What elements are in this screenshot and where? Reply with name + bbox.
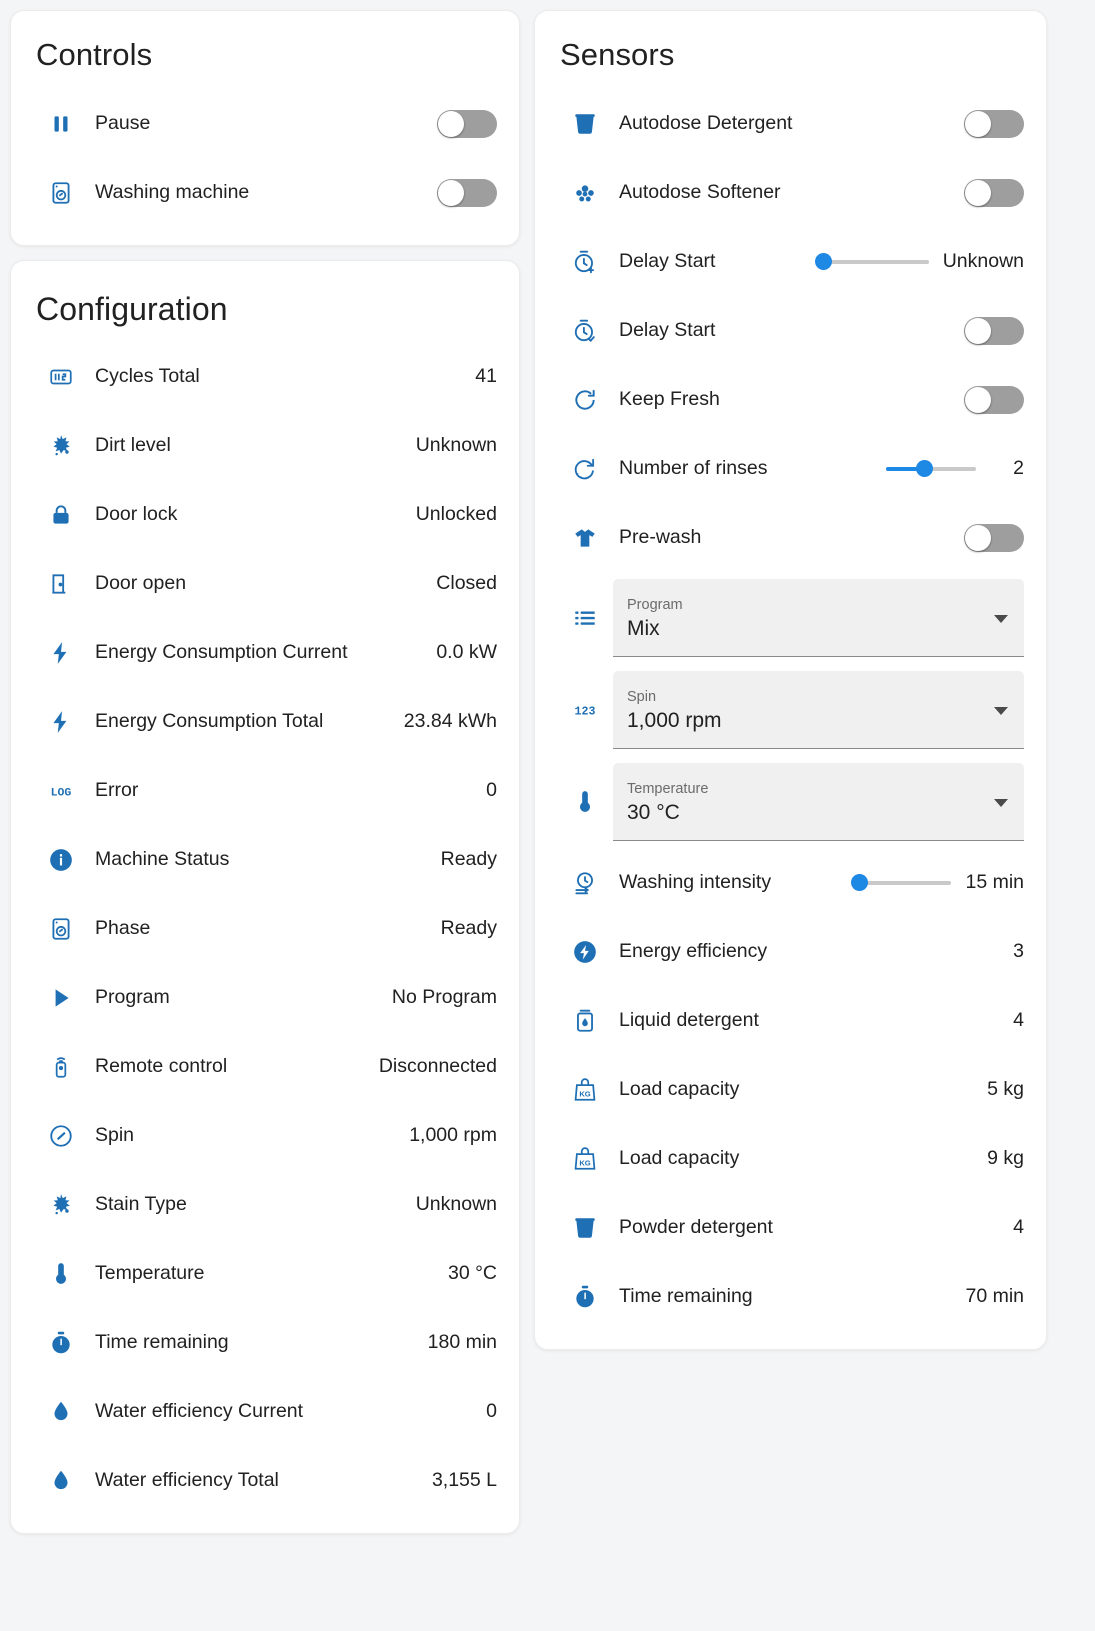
svg-text:KG: KG	[579, 1158, 591, 1167]
config-row-door-open	[33, 549, 497, 618]
config-row-energy-total	[33, 687, 497, 756]
config-label: Phase	[95, 917, 151, 939]
sensor-row-powder-detergent	[557, 1193, 1024, 1262]
slider-thumb[interactable]	[851, 874, 868, 891]
play-icon	[33, 985, 89, 1011]
sensor-label: Time remaining	[619, 1285, 753, 1307]
slider-value: Unknown	[942, 250, 1024, 272]
pause-toggle[interactable]	[437, 110, 497, 138]
sensor-row-delay-start-slider[interactable]	[557, 227, 1024, 296]
spin-select[interactable]	[613, 671, 1024, 749]
autodose-softener-toggle[interactable]	[964, 179, 1024, 207]
load-capacity-icon	[557, 1146, 613, 1172]
config-row-dirt-level	[33, 411, 497, 480]
config-value: Disconnected	[378, 1055, 497, 1077]
config-row-phase	[33, 894, 497, 963]
sensor-value: 3	[1013, 940, 1024, 962]
delay-start-toggle[interactable]	[964, 317, 1024, 345]
svg-text:KG: KG	[579, 1089, 591, 1098]
config-row-error	[33, 756, 497, 825]
control-row-washing-machine[interactable]	[33, 158, 497, 227]
program-select-value: Mix	[627, 616, 660, 640]
sensor-label: Number of rinses	[619, 457, 768, 479]
config-label: Door open	[95, 572, 187, 594]
temperature-select-value: 30 °C	[627, 800, 680, 824]
sensors-title: Sensors	[560, 37, 675, 72]
delay-start-slider[interactable]	[824, 250, 1024, 273]
sensor-row-load-capacity-5	[557, 1055, 1024, 1124]
water-drop-icon	[33, 1468, 89, 1494]
config-row-energy-current	[33, 618, 497, 687]
sensors-card	[534, 10, 1047, 1350]
liquid-detergent-icon	[557, 1008, 613, 1034]
chevron-down-icon[interactable]	[994, 615, 1008, 623]
number-of-rinses-slider[interactable]	[886, 457, 1024, 480]
config-label: Water efficiency Current	[95, 1400, 304, 1422]
sensor-row-load-capacity-9	[557, 1124, 1024, 1193]
config-value: 3,155 L	[431, 1469, 497, 1491]
temperature-select-label: Temperature	[627, 780, 709, 797]
config-label: Spin	[95, 1124, 135, 1146]
config-value: 0	[486, 1400, 497, 1422]
flash-icon	[33, 640, 89, 666]
toggle-knob	[965, 180, 991, 206]
slider-track[interactable]	[859, 881, 951, 885]
sensor-row-energy-efficiency	[557, 917, 1024, 986]
numbers-icon	[557, 697, 613, 723]
sensor-row-temperature-select[interactable]	[557, 756, 1024, 848]
intensity-clock-icon	[557, 870, 613, 896]
config-label: Water efficiency Total	[95, 1469, 279, 1491]
door-icon	[33, 571, 89, 597]
dirt-icon	[33, 433, 89, 459]
info-icon	[33, 847, 89, 873]
toggle-knob	[965, 111, 991, 137]
config-row-remote-control	[33, 1032, 497, 1101]
config-label: Energy Consumption Total	[95, 710, 324, 732]
remote-icon	[33, 1054, 89, 1080]
config-label: Door lock	[95, 503, 178, 525]
config-value: No Program	[391, 986, 497, 1008]
thermometer-icon	[557, 789, 613, 815]
config-value: Closed	[436, 572, 497, 594]
thermometer-icon	[33, 1261, 89, 1287]
slider-track[interactable]	[824, 260, 929, 264]
right-column	[534, 10, 1047, 1350]
dashboard-columns	[10, 10, 1085, 1534]
sensor-value: 70 min	[965, 1285, 1024, 1307]
prewash-shirt-icon	[557, 525, 613, 551]
timer-icon	[33, 1330, 89, 1356]
log-icon	[33, 778, 89, 804]
controls-card	[10, 10, 520, 246]
pre-wash-toggle[interactable]	[964, 524, 1024, 552]
config-label: Stain Type	[95, 1193, 187, 1215]
sensor-row-keep-fresh[interactable]	[557, 365, 1024, 434]
sensor-label: Pre-wash	[619, 526, 702, 548]
svg-text:123: 123	[574, 705, 596, 719]
sensor-row-program-select[interactable]	[557, 572, 1024, 664]
config-label: Dirt level	[95, 434, 171, 456]
sensor-row-autodose-softener[interactable]	[557, 158, 1024, 227]
sensor-label: Powder detergent	[619, 1216, 773, 1238]
configuration-card	[10, 260, 520, 1534]
sensor-label: Load capacity	[619, 1078, 740, 1100]
spin-icon	[33, 1123, 89, 1149]
config-value: Ready	[440, 848, 497, 870]
sensor-value: 4	[1013, 1216, 1024, 1238]
sensor-label: Liquid detergent	[619, 1009, 759, 1031]
sensor-row-time-remaining	[557, 1262, 1024, 1331]
config-value: 30 °C	[448, 1262, 497, 1284]
config-label: Time remaining	[95, 1331, 229, 1353]
washing-machine-icon	[33, 916, 89, 942]
keep-fresh-toggle[interactable]	[964, 386, 1024, 414]
config-label: Cycles Total	[95, 365, 200, 387]
sensor-label: Keep Fresh	[619, 388, 720, 410]
config-label: Energy Consumption Current	[95, 641, 348, 663]
energy-efficiency-icon	[557, 939, 613, 965]
config-value: Ready	[440, 917, 497, 939]
chevron-down-icon[interactable]	[994, 707, 1008, 715]
water-drop-icon	[33, 1399, 89, 1425]
config-row-program	[33, 963, 497, 1032]
config-label: Program	[95, 986, 170, 1008]
config-label: Error	[95, 779, 139, 801]
rinse-icon	[557, 456, 613, 482]
sensor-label: Delay Start	[619, 250, 716, 272]
sensor-label: Autodose Softener	[619, 181, 781, 203]
config-row-machine-status	[33, 825, 497, 894]
config-value: 0.0 kW	[436, 641, 497, 663]
chevron-down-icon[interactable]	[994, 799, 1008, 807]
control-label: Washing machine	[95, 181, 250, 203]
sensor-value: 4	[1013, 1009, 1024, 1031]
sensor-row-liquid-detergent	[557, 986, 1024, 1055]
delay-start-add-icon	[557, 249, 613, 275]
temperature-select[interactable]	[613, 763, 1024, 841]
sensor-row-spin-select[interactable]	[557, 664, 1024, 756]
controls-title: Controls	[36, 37, 153, 72]
config-value: 1,000 rpm	[409, 1124, 497, 1146]
pause-icon	[33, 111, 89, 137]
sensor-row-pre-wash[interactable]	[557, 503, 1024, 572]
timer-icon	[557, 1284, 613, 1310]
spin-select-label: Spin	[627, 688, 657, 705]
powder-detergent-icon	[557, 1215, 613, 1241]
list-icon	[557, 605, 613, 631]
config-row-cycles-total	[33, 342, 497, 411]
slider-thumb[interactable]	[916, 460, 933, 477]
washing-intensity-slider[interactable]	[859, 871, 1024, 894]
config-label: Machine Status	[95, 848, 230, 870]
config-value: Unlocked	[415, 503, 497, 525]
stain-icon	[33, 1192, 89, 1218]
sensor-label: Washing intensity	[619, 871, 772, 893]
sensor-row-delay-start-toggle[interactable]	[557, 296, 1024, 365]
slider-track[interactable]	[886, 467, 976, 471]
config-value: 180 min	[427, 1331, 497, 1353]
toggle-knob	[438, 180, 464, 206]
sensor-value: 9 kg	[987, 1147, 1024, 1169]
keep-fresh-icon	[557, 387, 613, 413]
softener-icon	[557, 180, 613, 206]
toggle-knob	[965, 318, 991, 344]
program-select-label: Program	[627, 596, 683, 613]
spin-select-value: 1,000 rpm	[627, 708, 722, 732]
configuration-title: Configuration	[36, 291, 228, 327]
sensor-row-washing-intensity[interactable]	[557, 848, 1024, 917]
sensor-label: Load capacity	[619, 1147, 740, 1169]
detergent-cup-icon	[557, 111, 613, 137]
config-value: 23.84 kWh	[403, 710, 497, 732]
config-row-time-remaining	[33, 1308, 497, 1377]
load-capacity-icon	[557, 1077, 613, 1103]
config-value: 41	[475, 365, 497, 387]
control-label: Pause	[95, 112, 151, 134]
toggle-knob	[965, 525, 991, 551]
flash-icon	[33, 709, 89, 735]
lock-icon	[33, 502, 89, 528]
toggle-knob	[438, 111, 464, 137]
sensor-label: Delay Start	[619, 319, 716, 341]
config-row-temperature	[33, 1239, 497, 1308]
washing-machine-icon	[33, 180, 89, 206]
sensor-label: Energy efficiency	[619, 940, 768, 962]
config-value: Unknown	[415, 434, 497, 456]
left-column	[10, 10, 520, 1534]
control-row-pause[interactable]	[33, 89, 497, 158]
config-row-water-current	[33, 1377, 497, 1446]
svg-text:LOG: LOG	[50, 785, 72, 799]
sensor-label: Autodose Detergent	[619, 112, 793, 134]
config-value: Unknown	[415, 1193, 497, 1215]
config-row-water-total	[33, 1446, 497, 1515]
config-label: Remote control	[95, 1055, 228, 1077]
program-select[interactable]	[613, 579, 1024, 657]
slider-value: 15 min	[965, 871, 1024, 893]
slider-value: 2	[1013, 457, 1024, 479]
sensor-row-number-of-rinses[interactable]	[557, 434, 1024, 503]
config-row-stain-type	[33, 1170, 497, 1239]
sensor-value: 5 kg	[987, 1078, 1024, 1100]
delay-start-check-icon	[557, 318, 613, 344]
toggle-knob	[965, 387, 991, 413]
washing-machine-toggle[interactable]	[437, 179, 497, 207]
config-label: Temperature	[95, 1262, 205, 1284]
slider-thumb[interactable]	[815, 253, 832, 270]
config-value: 0	[486, 779, 497, 801]
autodose-detergent-toggle[interactable]	[964, 110, 1024, 138]
config-row-door-lock	[33, 480, 497, 549]
counter-icon	[33, 364, 89, 390]
sensor-row-autodose-detergent[interactable]	[557, 89, 1024, 158]
config-row-spin	[33, 1101, 497, 1170]
